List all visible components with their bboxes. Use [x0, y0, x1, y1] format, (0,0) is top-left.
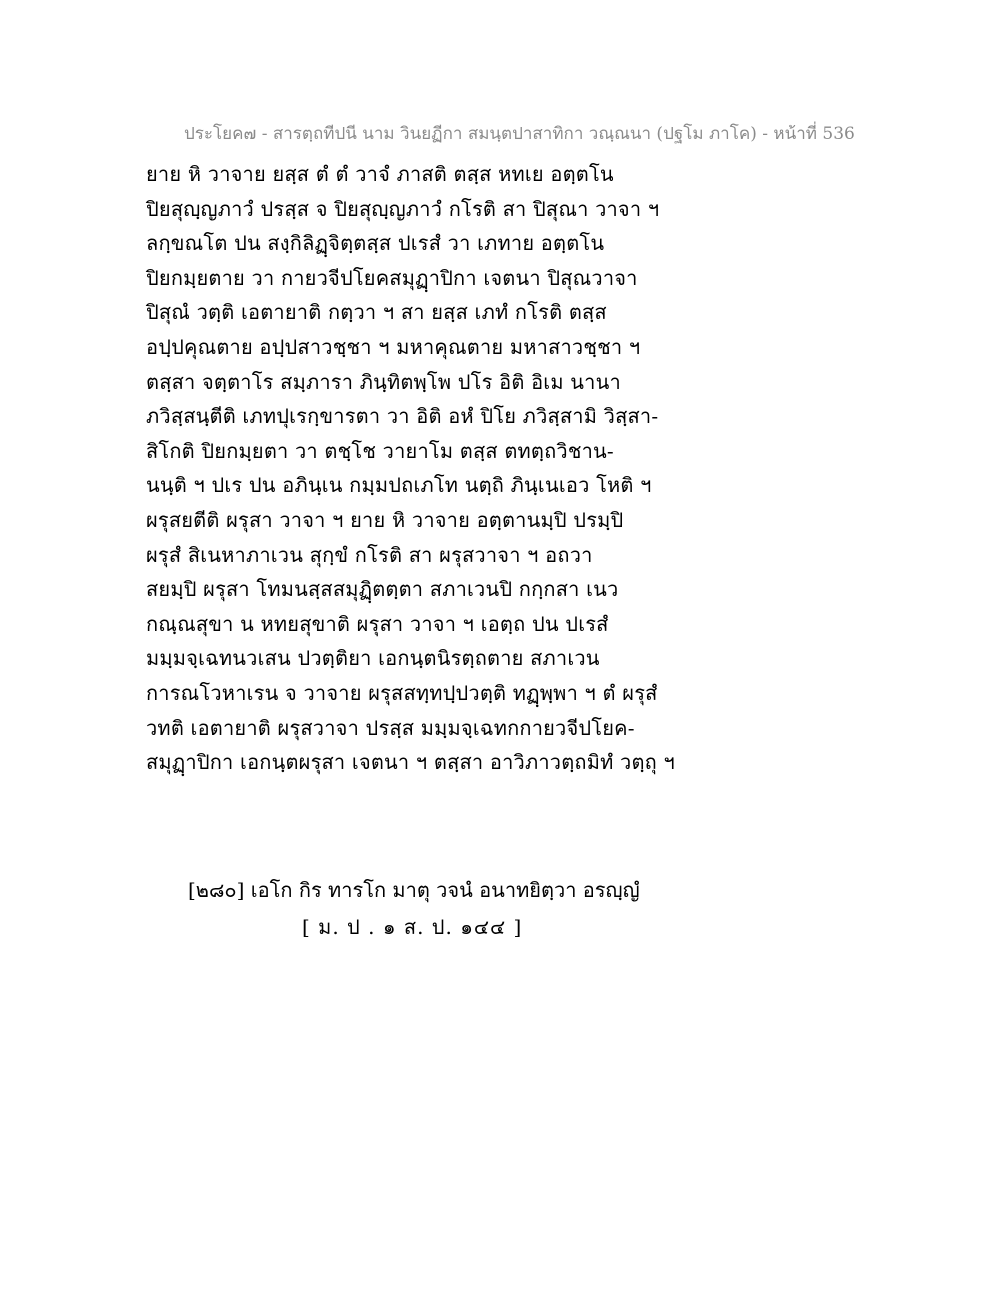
body-line: ภวิสฺสนฺตีติ เภทปุเรกฺขารตา วา อิติ อหํ ปิโย ภวิสฺสามิ วิสฺสา-: [146, 404, 659, 429]
body-line: ปิยกมฺยตาย วา กายวจีปโยคสมุฏฺาปิกา เจตนา ปิสุณวาจา: [146, 265, 638, 290]
body-line: ผรุสํ สิเนหาภาเวน สุกฺขํ กโรติ สา ผรุสวาจา ฯ อถวา: [146, 542, 593, 567]
body-line: สมุฏฺาปิกา เอกนฺตผรุสา เจตนา ฯ ตสฺสา อาวิภาวตฺถมิทํ วตฺถุ ฯ: [146, 750, 675, 775]
reference-citation: [ ม. ป . ๑ ส. ป. ๑๔๔ ]: [302, 915, 523, 939]
body-line: ปิสุณํ วตฺติ เอตายาติ กตฺวา ฯ สา ยสฺส เภทํ กโรติ ตสฺส: [146, 300, 607, 325]
body-line: อปฺปคุณตาย อปฺปสาวชฺชา ฯ มหาคุณตาย มหาสาวชฺชา ฯ: [146, 334, 641, 359]
body-line: สยมฺปิ ผรุสา โทมนสฺสสมุฏฺิตตฺตา สภาเวนปิ กกฺกสา เนว: [146, 577, 619, 602]
body-line: วทติ เอตายาติ ผรุสวาจา ปรสฺส มมฺมจฺเฉทกกายวจีปโยค-: [146, 715, 635, 740]
body-line: ปิยสุญฺญภาวํ ปรสฺส จ ปิยสุญฺญภาวํ กโรติ สา ปิสุณา วาจา ฯ: [146, 196, 660, 221]
running-header: ประโยค๗ - สารตฺถทีปนี นาม วินยฏีกา สมนฺตปาสาทิกา วณฺณนา (ปฐโม ภาโค) - หน้าที่ 536: [184, 124, 855, 144]
verse-line: [๒๘๐] เอโก กิร ทารโก มาตุ วจนํ อนาทยิตฺวา อรญฺญํ: [188, 878, 640, 902]
body-line: การณโวหาเรน จ วาจาย ผรุสสทฺทปฺปวตฺติ ทฏฺพฺพา ฯ ตํ ผรุสํ: [146, 680, 658, 705]
body-line: สิโกติ ปิยกมฺยตา วา ตชฺโช วายาโม ตสฺส ตทตฺถวิชาน-: [146, 438, 614, 463]
body-line: กณฺณสุขา น หทยสุขาติ ผรุสา วาจา ฯ เอตฺถ ปน ปเรสํ: [146, 611, 609, 636]
body-text: [146, 157, 675, 780]
body-line: นนฺติ ฯ ปเร ปน อภินฺเน กมฺมปถเภโท นตฺถิ ภินฺเนเอว โหติ ฯ: [146, 473, 652, 498]
body-line: ตสฺสา จตฺตาโร สมฺภารา ภินฺทิตพฺโพ ปโร อิติ อิเม นานา: [146, 369, 621, 394]
body-line: มมฺมจฺเฉทนวเสน ปวตฺติยา เอกนฺตนิรตฺถตาย สภาเวน: [146, 646, 600, 671]
body-line: ผรุสยตีติ ผรุสา วาจา ฯ ยาย หิ วาจาย อตฺตานมฺปิ ปรมฺปิ: [146, 507, 624, 532]
body-line: ลกฺขณโต ปน สงฺกิลิฏฺจิตฺตสฺส ปเรสํ วา เภทาย อตฺตโน: [146, 231, 605, 256]
body-line: ยาย หิ วาจาย ยสฺส ตํ ตํ วาจํ ภาสติ ตสฺส หทเย อตฺตโน: [146, 162, 614, 186]
